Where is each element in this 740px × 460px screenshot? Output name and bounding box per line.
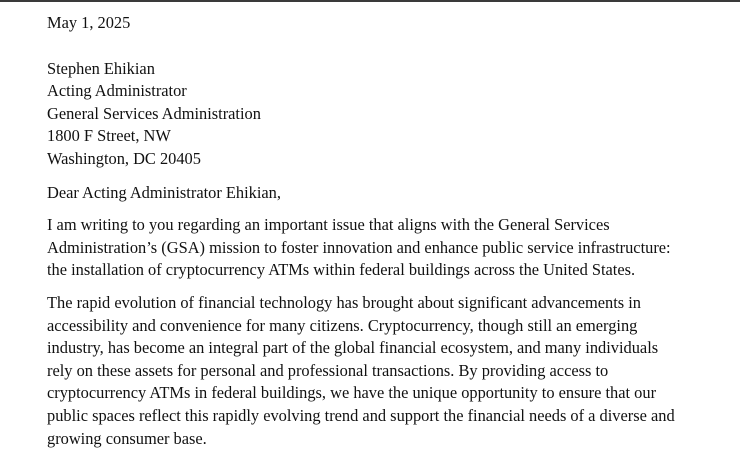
salutation: Dear Acting Administrator Ehikian, — [47, 182, 281, 202]
paragraph-line: I am writing to you regarding an important issue that aligns with the General Services — [47, 215, 610, 235]
recipient-title: Acting Administrator — [47, 81, 187, 101]
paragraph-intro — [47, 214, 717, 282]
paragraph-line: cryptocurrency ATMs in federal buildings, we have the unique opportunity to ensure that our — [47, 383, 657, 403]
recipient-organization: General Services Administration — [47, 103, 261, 123]
recipient-name: Stephen Ehikian — [47, 58, 155, 78]
paragraph-line: accessibility and convenience for many citizens. Cryptocurrency, though still an emerging — [47, 315, 638, 335]
recipient-address-block — [47, 58, 717, 171]
paragraph-line: rely on these assets for personal and professional transactions. By providing access to — [47, 360, 609, 380]
paragraph-line: growing consumer base. — [47, 428, 207, 448]
top-border-rule — [0, 0, 740, 2]
paragraph-line: industry, has become an integral part of the global financial ecosystem, and many individuals — [47, 338, 659, 358]
paragraph-fintech — [47, 292, 717, 450]
paragraph-line: The rapid evolution of financial technology has brought about significant advancements in — [47, 292, 641, 312]
letter-date: May 1, 2025 — [47, 13, 131, 32]
paragraph-line: public spaces reflect this rapidly evolving trend and support the financial needs of a diverse and — [47, 405, 675, 425]
letter-body — [47, 12, 717, 460]
paragraph-line: Administration’s (GSA) mission to foster innovation and enhance public service infrastructure: — [47, 237, 671, 257]
paragraph-line: the installation of cryptocurrency ATMs within federal buildings across the United States. — [47, 260, 636, 280]
recipient-city-state-zip: Washington, DC 20405 — [47, 148, 201, 168]
recipient-street: 1800 F Street, NW — [47, 126, 171, 146]
